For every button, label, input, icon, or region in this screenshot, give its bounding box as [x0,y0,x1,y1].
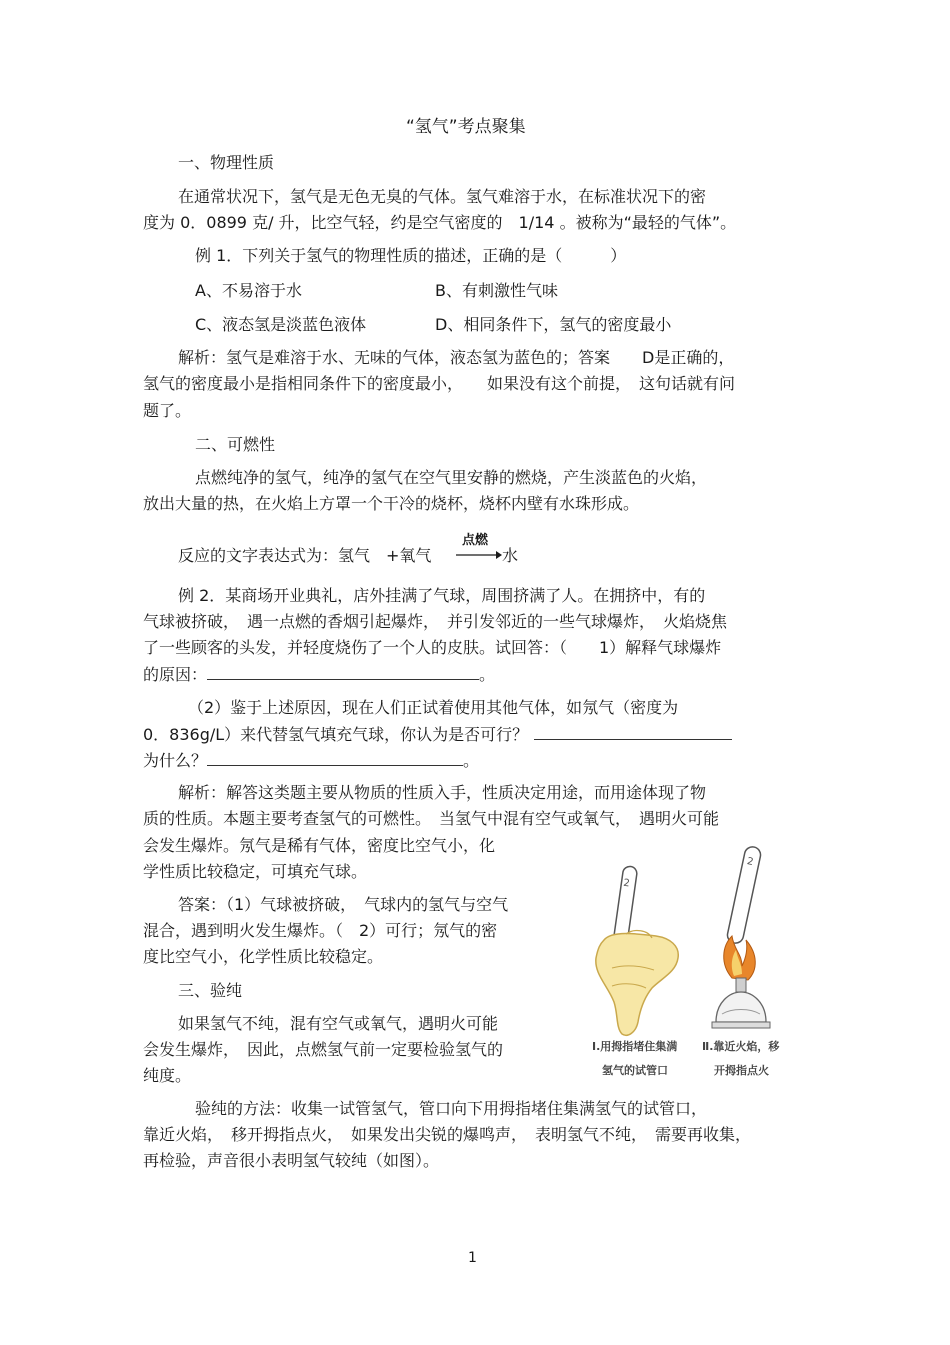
page-title: “氢气”考点聚集 [406,117,526,137]
paragraph-line: 如果氢气不纯，混有空气或氧气，遇明火可能 [178,1014,499,1033]
example-2-line-feasible [143,723,732,746]
example-2-why-label: 为什么？ [143,751,208,770]
answer-line: 混合，遇到明火发生爆炸。（ 2）可行；氖气的密 [143,921,498,940]
purity-test-figure [582,838,804,1090]
example-1-option-c: C、液态氢是淡蓝色液体 [195,315,367,334]
example-2-line: 了一些顾客的头发，并轻度烧伤了一个人的皮肤。试回答：（ 1）解释气球爆炸 [143,638,722,657]
paragraph-line: 会发生爆炸， 因此，点燃氢气前一定要检验氢气的 [143,1040,504,1059]
example-2-cause-label: 的原因： [143,665,208,684]
analysis-line: 解析：氢气是难溶于水、无味的气体，液态氢为蓝色的；答案 D是正确的， [178,348,735,367]
reaction-condition: 点燃 [462,533,489,548]
example-2-line: 气球被挤破， 遇一点燃的香烟引起爆炸， 并引发邻近的一些气球爆炸， 火焰烧焦 [143,612,728,631]
paragraph-line: 放出大量的热，在火焰上方罩一个干冷的烧杯，烧杯内壁有水珠形成。 [143,494,640,513]
example-2-line-why [143,749,479,772]
paragraph-line: 纯度。 [143,1066,192,1085]
figure-caption-left: Ⅰ.用拇指堵住集满 [592,1040,678,1053]
page-number: 1 [468,1250,477,1266]
reaction-product: 水 [502,546,519,565]
alcohol-lamp-icon [712,978,770,1028]
test-tube-icon [726,845,762,944]
analysis-line: 学性质比较稳定，可填充气球。 [143,862,368,881]
analysis-line: 氢气的密度最小是指相同条件下的密度最小， 如果没有这个前提， 这句话就有问 [143,374,736,393]
example-2-line: （2）鉴于上述原因，现在人们正试着使用其他气体，如氖气（密度为 [188,698,679,717]
answer-line: 度比空气小，化学性质比较稳定。 [143,947,384,966]
reaction-arrow [456,532,502,564]
answer-line: 答案：（1）气球被挤破， 气球内的氢气与空气 [178,895,509,914]
figure-caption-right: 开拇指点火 [714,1064,769,1077]
analysis-line: 会发生爆炸。氖气是稀有气体，密度比空气小，化 [143,836,496,855]
analysis-line: 质的性质。本题主要考查氢气的可燃性。 当氢气中混有空气或氧气， 遇明火可能 [143,809,720,828]
purity-test-illustration [582,838,804,1090]
figure-caption-left: 氢气的试管口 [602,1064,668,1077]
paragraph-line: 点燃纯净的氢气，纯净的氢气在空气里安静的燃烧，产生淡蓝色的火焰， [195,468,708,487]
method-line: 靠近火焰， 移开拇指点火， 如果发出尖锐的爆鸣声， 表明氢气不纯， 需要再收集， [143,1125,752,1144]
example-2-line-cause [143,663,495,686]
paragraph-line: 度为 0．0899 克/ 升，比空气轻，约是空气密度的 1/14 。被称为“最轻的气体”。 [143,213,737,232]
section-heading-combustible: 二、可燃性 [195,435,276,454]
example-1-option-a: A、不易溶于水 [195,281,302,300]
method-line: 再检验，声音很小表明氢气较纯（如图）。 [143,1151,440,1170]
example-1-question: 例 1．下列关于氢气的物理性质的描述，正确的是（ ） [195,246,627,265]
section-heading-physical: 一、物理性质 [178,153,275,172]
analysis-line: 解析：解答这类题主要从物质的性质入手，性质决定用途，而用途体现了物 [178,783,707,802]
example-1-option-b: B、有刺激性气味 [435,281,558,300]
reaction-expression: 反应的文字表达式为：氢气 +氧气 [178,546,432,565]
example-2-feasible-label: 0．836g/L）来代替氢气填充气球，你认为是否可行？ [143,725,529,744]
example-2-line: 例 2．某商场开业典礼，店外挂满了气球，周围挤满了人。在拥挤中，有的 [178,586,706,605]
figure-caption-right: Ⅱ.靠近火焰，移 [702,1040,780,1053]
answer-blank-cause[interactable] [207,663,479,680]
tube-label: 2 [622,877,631,890]
method-line: 验纯的方法：收集一试管氢气，管口向下用拇指堵住集满氢气的试管口， [195,1099,708,1118]
answer-blank-feasible[interactable] [534,723,732,740]
period-mark: 。 [463,751,480,770]
section-heading-purity: 三、验纯 [178,981,243,1000]
paragraph-line: 在通常状况下，氢气是无色无臭的气体。氢气难溶于水，在标准状况下的密 [178,187,707,206]
hand-icon [596,931,678,1036]
period-mark: 。 [479,665,496,684]
analysis-line: 题了。 [143,401,192,420]
arrow-icon [456,532,502,564]
example-1-option-d: D、相同条件下，氢气的密度最小 [435,315,672,334]
tube-label: 2 [745,856,755,869]
answer-blank-why[interactable] [207,749,463,766]
